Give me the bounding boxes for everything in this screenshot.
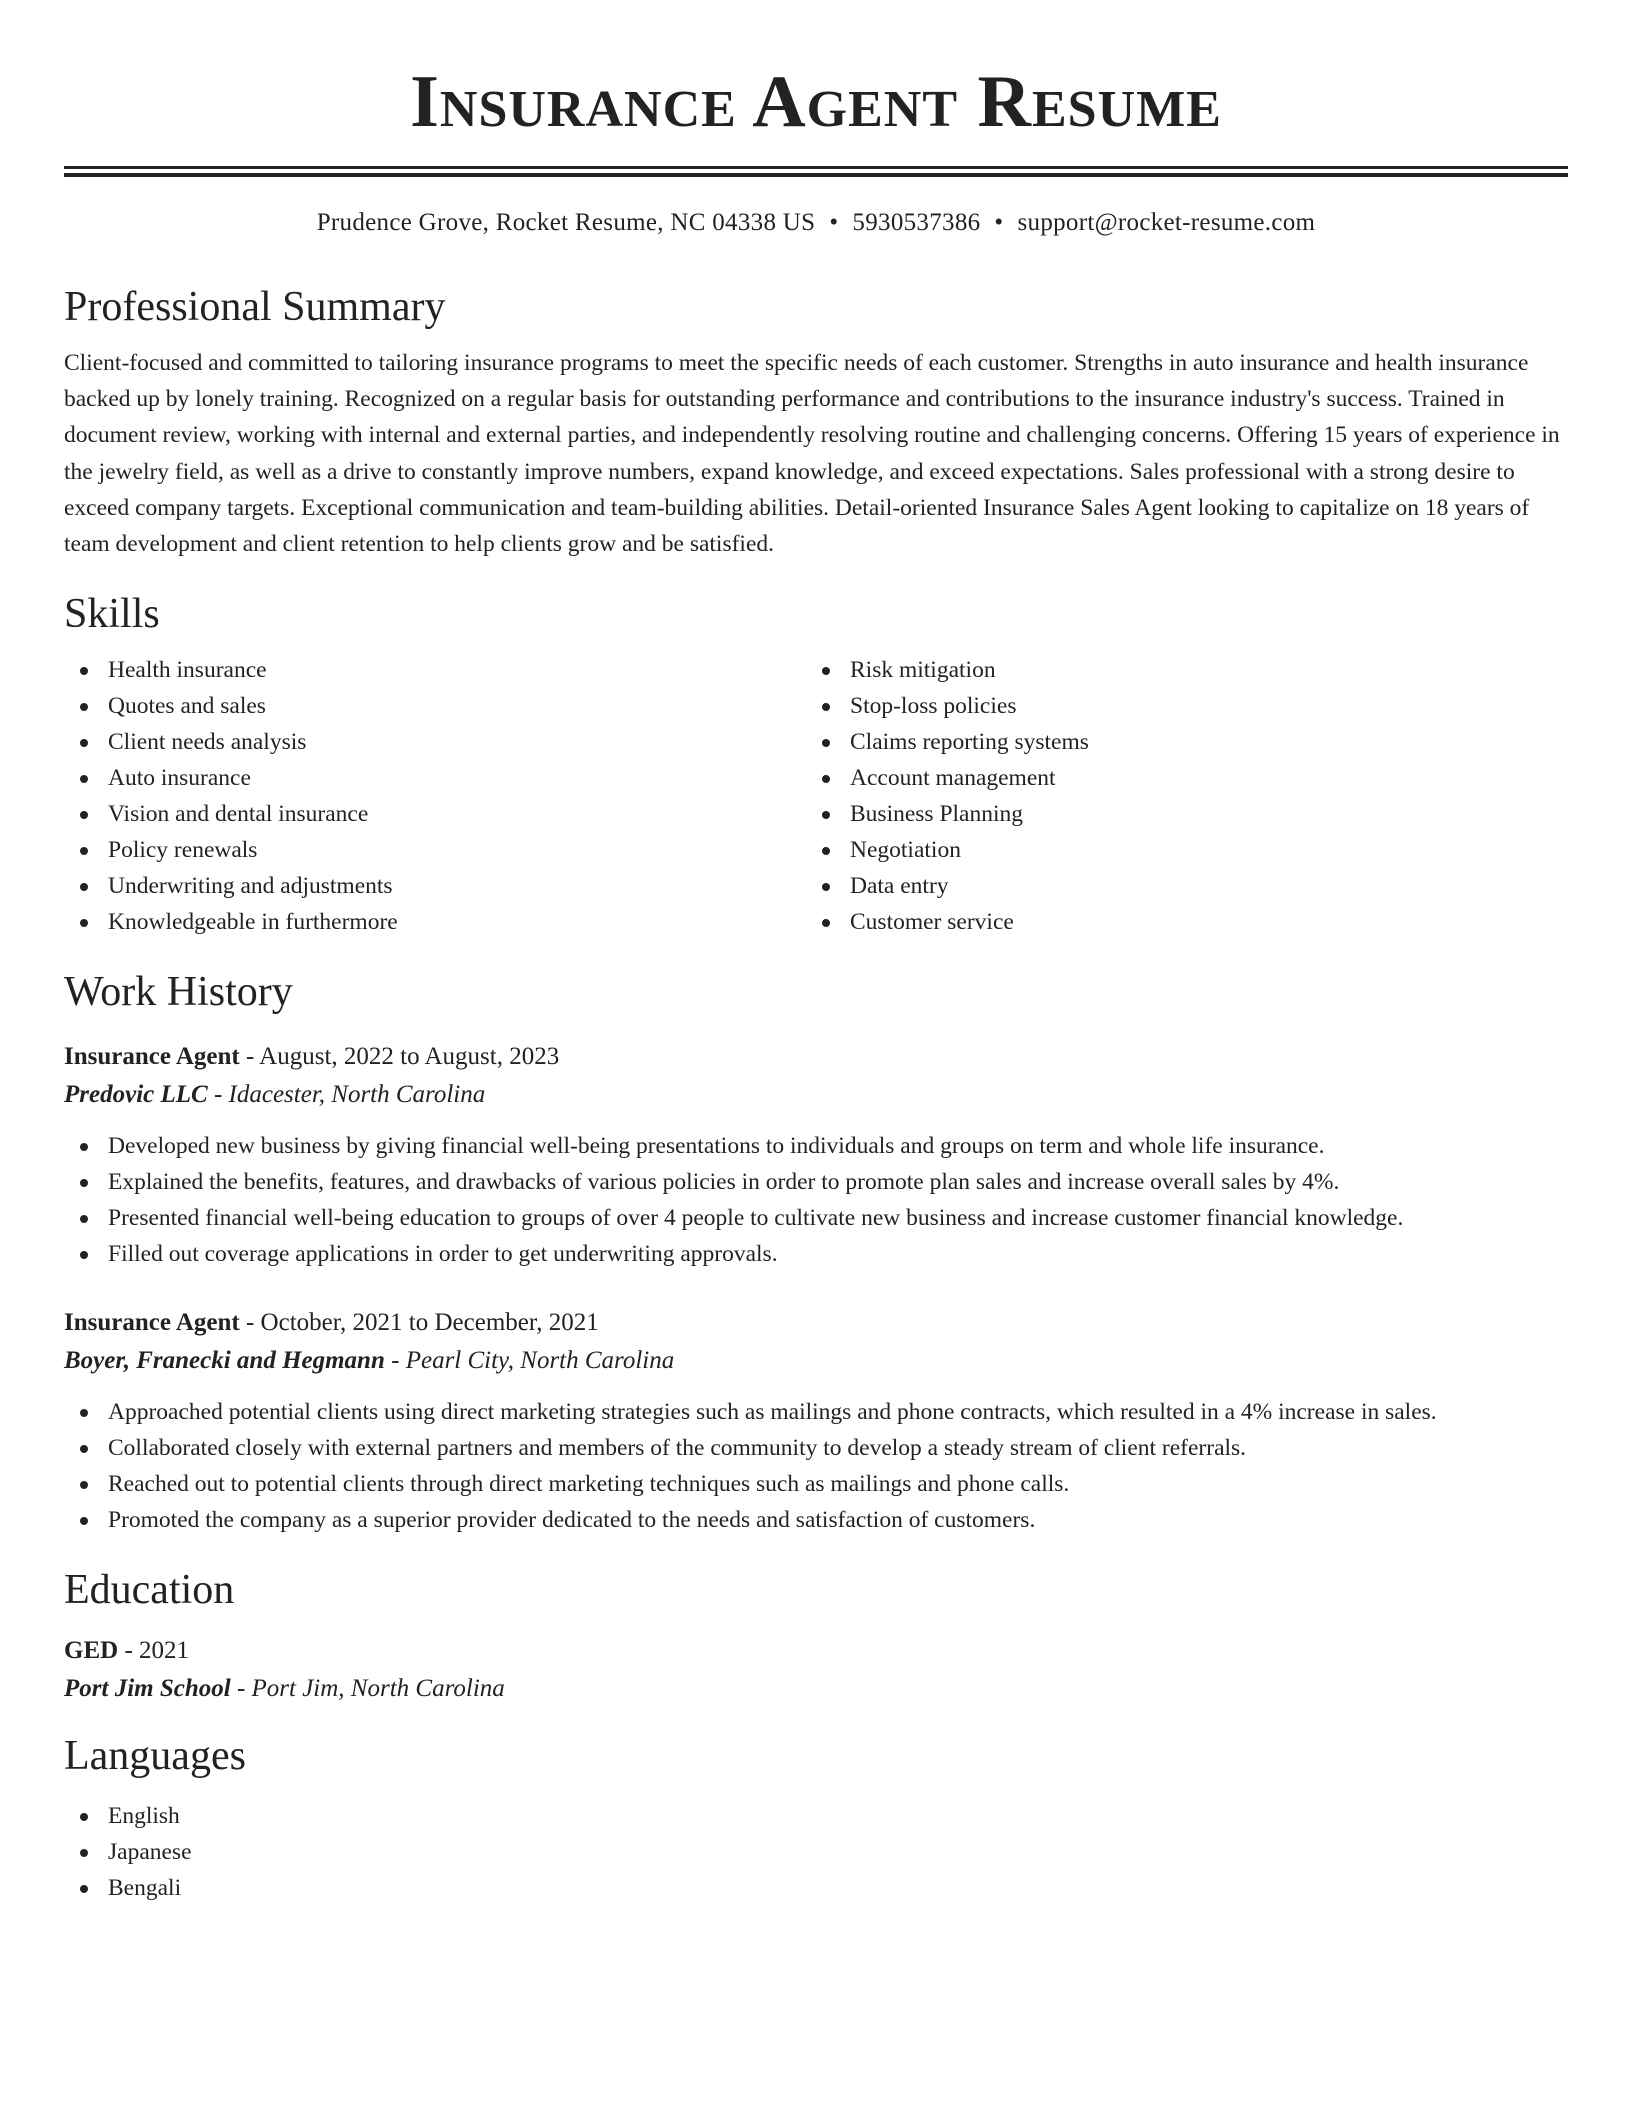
section-heading-summary: Professional Summary xyxy=(64,284,446,330)
resume-title: Insurance Agent Resume xyxy=(410,61,1222,143)
skill-item: Account management xyxy=(806,760,1548,796)
job-company: Boyer, Franecki and Hegmann xyxy=(64,1347,385,1375)
job-duty-item: Approached potential clients using direct marketing strategies such as mailings and phone contracts, which resulted in a 4% increase in sales. xyxy=(64,1394,1568,1430)
skills-column-left xyxy=(64,652,806,940)
contact-separator: • xyxy=(829,209,839,236)
skill-item: Stop-loss policies xyxy=(806,688,1548,724)
skills-section xyxy=(64,588,1568,940)
job-duty-item: Collaborated closely with external partners and members of the community to develop a steady stream of client referrals. xyxy=(64,1430,1568,1466)
languages-list xyxy=(64,1798,1568,1906)
job-duty-item: Promoted the company as a superior provider dedicated to the needs and satisfaction of customers. xyxy=(64,1502,1568,1538)
education-school-line xyxy=(64,1670,1568,1708)
job-duties-list xyxy=(64,1394,1568,1538)
skill-item: Vision and dental insurance xyxy=(64,796,806,832)
education-section xyxy=(64,1564,1568,1708)
job-location: - Pearl City, North Carolina xyxy=(384,1347,675,1375)
job-title-line xyxy=(64,1038,1568,1076)
skill-item: Health insurance xyxy=(64,652,806,688)
job-duty-item: Developed new business by giving financial well-being presentations to individuals and groups on term and whole life insurance. xyxy=(64,1128,1568,1164)
job-company: Predovic LLC xyxy=(64,1081,208,1109)
education-entry xyxy=(64,1632,1568,1708)
job-dates: - August, 2022 to August, 2023 xyxy=(239,1043,560,1071)
skill-item: Risk mitigation xyxy=(806,652,1548,688)
job-duty-item: Explained the benefits, features, and drawbacks of various policies in order to promote plan sales and increase overall sales by 4%. xyxy=(64,1164,1568,1200)
skill-item: Negotiation xyxy=(806,832,1548,868)
contact-separator: • xyxy=(994,209,1004,236)
job-duty-item: Reached out to potential clients through direct marketing techniques such as mailings and phone calls. xyxy=(64,1466,1568,1502)
contact-phone: 5930537386 xyxy=(852,209,981,236)
professional-summary-section xyxy=(64,281,1568,562)
contact-line xyxy=(64,207,1568,239)
education-degree: GED xyxy=(64,1637,119,1665)
contact-email: support@rocket-resume.com xyxy=(1017,209,1316,236)
job-title: Insurance Agent xyxy=(64,1043,240,1071)
job-duty-item: Filled out coverage applications in order to get underwriting approvals. xyxy=(64,1236,1568,1272)
job-entry xyxy=(64,1304,1568,1538)
title-divider xyxy=(64,166,1568,177)
job-location: - Idacester, North Carolina xyxy=(207,1081,486,1109)
section-heading-work-history: Work History xyxy=(64,969,293,1016)
skill-item: Data entry xyxy=(806,868,1548,904)
job-duties-list xyxy=(64,1128,1568,1272)
skills-grid xyxy=(64,652,1568,940)
job-duty-item: Presented financial well-being education to groups of over 4 people to cultivate new business and increase customer financial knowledge. xyxy=(64,1200,1568,1236)
section-heading-education: Education xyxy=(64,1567,235,1614)
language-item: English xyxy=(64,1798,1568,1834)
job-company-line xyxy=(64,1076,1568,1114)
contact-address: Prudence Grove, Rocket Resume, NC 04338 US xyxy=(316,209,816,236)
job-company-line xyxy=(64,1342,1568,1380)
skill-item: Knowledgeable in furthermore xyxy=(64,904,806,940)
skill-item: Underwriting and adjustments xyxy=(64,868,806,904)
job-title: Insurance Agent xyxy=(64,1309,240,1337)
languages-section xyxy=(64,1730,1568,1906)
skill-item: Auto insurance xyxy=(64,760,806,796)
skill-item: Quotes and sales xyxy=(64,688,806,724)
summary-text: Client-focused and committed to tailoring insurance programs to meet the specific needs of each customer. Strengths in auto insurance and health insurance backed up by lonely training. Recognized on a regular basis for outstanding performance and contributions to the insurance industry's success. Trained in document review, working with internal and external parties, and independently resolving routine and challenging concerns. Offering 15 years of experience in the jewelry field, as well as a drive to constantly improve numbers, expand knowledge, and exceed expectations. Sales professional with a strong desire to exceed company targets. Exceptional communication and team-building abilities. Detail-oriented Insurance Sales Agent looking to capitalize on 18 years of team development and client retention to help clients grow and be satisfied. xyxy=(64,350,1560,558)
skill-item: Policy renewals xyxy=(64,832,806,868)
language-item: Japanese xyxy=(64,1834,1568,1870)
skill-item: Business Planning xyxy=(806,796,1548,832)
job-dates: - October, 2021 to December, 2021 xyxy=(239,1309,599,1337)
skill-item: Customer service xyxy=(806,904,1548,940)
education-degree-line xyxy=(64,1632,1568,1670)
education-year: - 2021 xyxy=(118,1637,190,1665)
language-item: Bengali xyxy=(64,1870,1568,1906)
skill-item: Client needs analysis xyxy=(64,724,806,760)
education-school: Port Jim School xyxy=(64,1675,231,1703)
section-heading-languages: Languages xyxy=(64,1733,246,1780)
education-location: - Port Jim, North Carolina xyxy=(230,1675,505,1703)
job-entry xyxy=(64,1038,1568,1272)
section-heading-skills: Skills xyxy=(64,591,160,638)
skills-column-right xyxy=(806,652,1548,940)
job-title-line xyxy=(64,1304,1568,1342)
skill-item: Claims reporting systems xyxy=(806,724,1548,760)
work-history-section xyxy=(64,966,1568,1538)
